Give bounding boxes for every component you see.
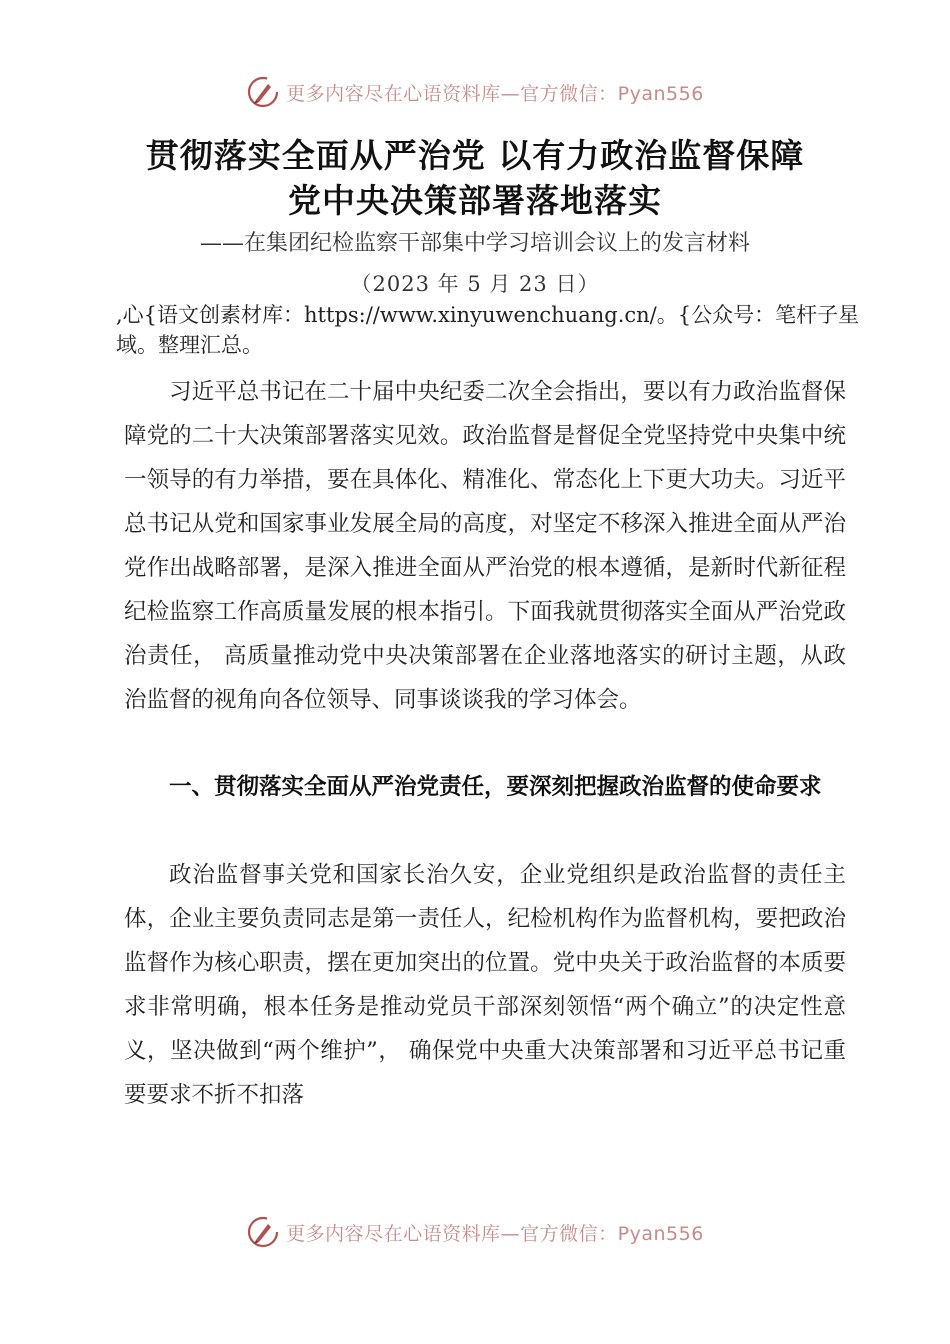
- watermark-text: 更多内容尽在心语资料库—官方微信：Pyan556: [286, 82, 704, 105]
- source-note: ,心{语文创素材库：https://www.xinyuwenchuang.cn/。{公众号：笔杆子星域。整理汇总。: [116, 303, 860, 357]
- pen-nib-logo-icon: [246, 75, 280, 109]
- document-title-line2: 党中央决策部署落地落实: [288, 181, 662, 220]
- document-subtitle: ——在集团纪检监察干部集中学习培训会议上的发言材料: [199, 231, 750, 256]
- footer-watermark: [0, 1214, 950, 1250]
- body-paragraph-1: 习近平总书记在二十届中央纪委二次全会指出，要以有力政治监督保障党的二十大决策部署落实见效。政治监督是督促全党坚持党中央集中统一领导的有力举措，要在具体化、精准化、常态化上下更大功夫。习近平总书记从党和国家事业发展全局的高度，对坚定不移深入推进全面从严治党作出战略部署，是深入推进全面从严治党的根本遵循，是新时代新征程纪检监察工作高质量发展的根本指引。下面我就贯彻落实全面从严治党政治责任， 高质量推动党中央决策部署在企业落地落实的研讨主题，从政治监督的视角向各位领导、同事谈谈我的学习体会。: [124, 379, 846, 713]
- section-heading-1: 一、贯彻落实全面从严治党责任，要深刻把握政治监督的使命要求: [169, 774, 822, 800]
- header-watermark: [0, 74, 950, 110]
- document-date: （2023 年 5 月 23 日）: [350, 272, 600, 296]
- pen-nib-logo-icon: [246, 1215, 280, 1249]
- watermark-text: 更多内容尽在心语资料库—官方微信：Pyan556: [286, 1222, 704, 1245]
- body-paragraph-2: 政治监督事关党和国家长治久安，企业党组织是政治监督的责任主体，企业主要负责同志是第一责任人，纪检机构作为监督机构，要把政治监督作为核心职责，摆在更加突出的位置。党中央关于政治监督的本质要求非常明确，根本任务是推动党员干部深刻领悟“两个确立”的决定性意义，坚决做到“两个维护”， 确保党中央重大决策部署和习近平总书记重要要求不折不扣落: [124, 862, 846, 1108]
- document-title-line1: 贯彻落实全面从严治党 以有力政治监督保障: [145, 136, 805, 175]
